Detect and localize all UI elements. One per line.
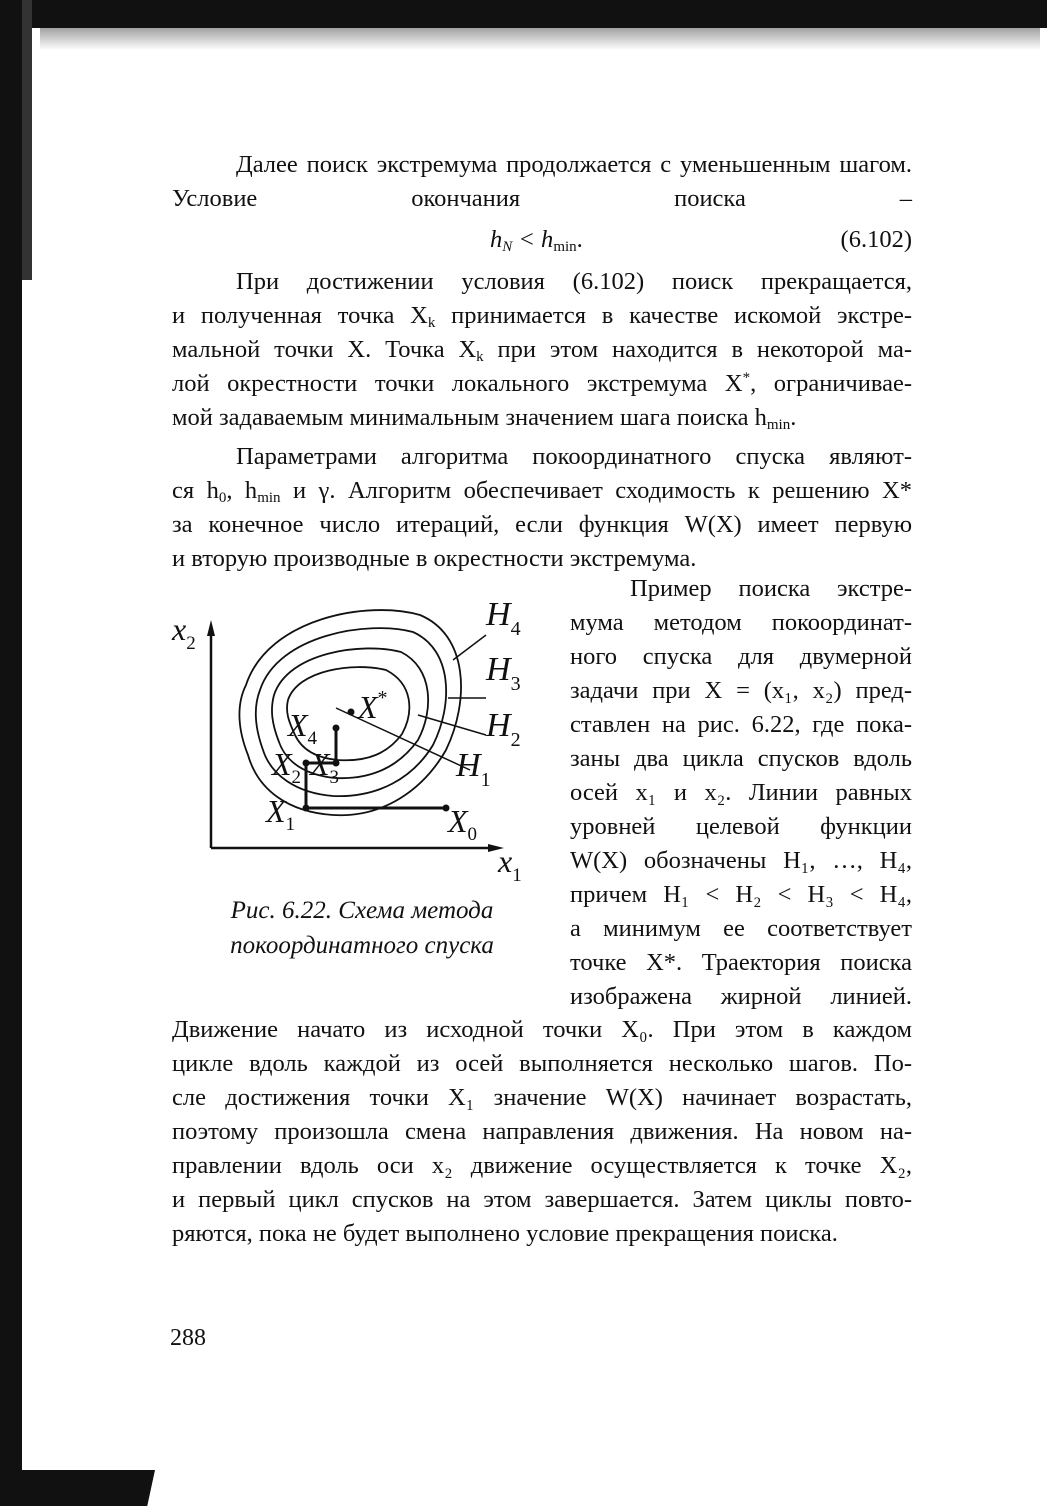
axis-label-x2: $x_2$: [172, 611, 196, 654]
point-x4: [333, 725, 340, 732]
paragraph-2-line: лой окрестности точки локального экстремума X*, ограничивае-: [172, 370, 912, 397]
side-text-line: задачи при X = (x₁, x₂) пред-: [570, 677, 912, 704]
side-text-line: W(X) обозначены H₁, …, H₄,: [570, 847, 912, 874]
side-text-line: причем H₁ < H₂ < H₃ < H₄,: [570, 881, 912, 908]
paragraph-2-line: и полученная точка $X_k$ принимается в качестве искомой экстре-: [172, 302, 913, 331]
paragraph-3-line: Параметрами алгоритма покоординатного спуска являют-: [236, 443, 912, 470]
point-label-x0: $X_0$: [448, 803, 478, 845]
paragraph-4-line: ряются, пока не будет выполнено условие прекращения поиска.: [172, 1220, 838, 1247]
side-text-line: Пример поиска экстре-: [630, 575, 912, 602]
point-label-xstar: X*: [358, 687, 388, 725]
paragraph-4-line: сле достижения точки X₁ значение W(X) начинает возрастать,: [172, 1084, 912, 1111]
scan-bottom-left-corner: [0, 1470, 155, 1506]
level-label-h3: $H_3$: [486, 651, 521, 695]
paragraph-4-line: правлении вдоль оси x₂ движение осуществляется к точке X₂,: [172, 1152, 912, 1179]
page-number: 288: [170, 1325, 206, 1351]
equation-body: $h_N < h_{min}$.: [490, 226, 583, 255]
scan-top-border: [0, 0, 1047, 28]
point-x3: [333, 760, 340, 767]
paragraph-1: [172, 148, 912, 216]
level-label-h4: $H_4$: [486, 596, 521, 640]
side-text-line: точке X*. Траектория поиска: [570, 949, 912, 976]
paragraph-3-line: за конечное число итераций, если функция W(X) имеет первую: [172, 511, 912, 538]
axis-label-x1: $x_1$: [498, 843, 522, 886]
figure-caption: [198, 893, 526, 963]
paragraph-2-line: При достижении условия (6.102) поиск прекращается,: [236, 268, 912, 295]
scan-left-shadow: [22, 0, 32, 280]
y-axis-arrow: [207, 620, 215, 636]
point-label-x2: $X_2$: [272, 746, 302, 788]
level-label-h2: $H_2$: [486, 707, 521, 751]
leader-h2: [418, 715, 486, 735]
side-text-line: ного спуска для двумерной: [570, 643, 912, 670]
point-xstar: [348, 709, 355, 716]
level-label-h1: $H_1$: [456, 747, 491, 791]
paragraph-2-line: мой задаваемым минимальным значением шага поиска $h_{min}$.: [172, 404, 797, 433]
point-label-x4: $X_4$: [288, 707, 318, 749]
paragraph-3-line: ся $h_0$, $h_{min}$ и γ. Алгоритм обеспечивает сходимость к решению X*: [172, 477, 912, 506]
scan-shadow: [40, 28, 1040, 50]
paragraph-3-line: и вторую производные в окрестности экстремума.: [172, 545, 697, 572]
paragraph-4-line: поэтому произошла смена направления движения. На новом на-: [172, 1118, 912, 1145]
caption-line-2: покоординатного спуска: [230, 932, 494, 959]
side-text-line: заны два цикла спусков вдоль: [570, 745, 912, 772]
figure-6-22: [168, 590, 548, 890]
paragraph-4-line: и первый цикл спусков на этом завершается. Затем циклы повто-: [172, 1186, 912, 1213]
point-label-x3: $X_3$: [310, 746, 340, 788]
point-x1: [303, 805, 310, 812]
scan-left-border: [0, 0, 22, 1506]
equation-6-102: [490, 223, 912, 257]
figure-labels: [171, 596, 522, 886]
paragraph-4-line: цикле вдоль каждой из осей выполняется несколько шагов. По-: [172, 1050, 912, 1077]
point-x2: [303, 760, 310, 767]
paragraph-2-line: мальной точки X. Точка $X_k$ при этом находится в некоторой ма-: [172, 336, 912, 365]
side-text-line: осей x₁ и x₂. Линии равных: [570, 779, 912, 806]
point-label-x1: $X_1$: [266, 793, 296, 835]
leader-h4: [453, 635, 486, 660]
side-text-line: изображена жирной линией.: [570, 983, 912, 1010]
side-text-line: уровней целевой функции: [570, 813, 912, 840]
paragraph-4-line: Движение начато из исходной точки X₀. При этом в каждом: [172, 1016, 912, 1043]
side-text-line: а минимум ее соответствует: [570, 915, 912, 942]
equation-number: (6.102): [840, 226, 912, 253]
side-text-line: ставлен на рис. 6.22, где пока-: [570, 711, 912, 738]
paragraph-1-text: Далее поиск экстремума продолжается с уменьшенным шагом. Условие окончания поиска –: [172, 151, 912, 212]
side-text-line: мума методом покоординат-: [570, 609, 912, 636]
caption-line-1: Рис. 6.22. Схема метода: [230, 897, 494, 924]
